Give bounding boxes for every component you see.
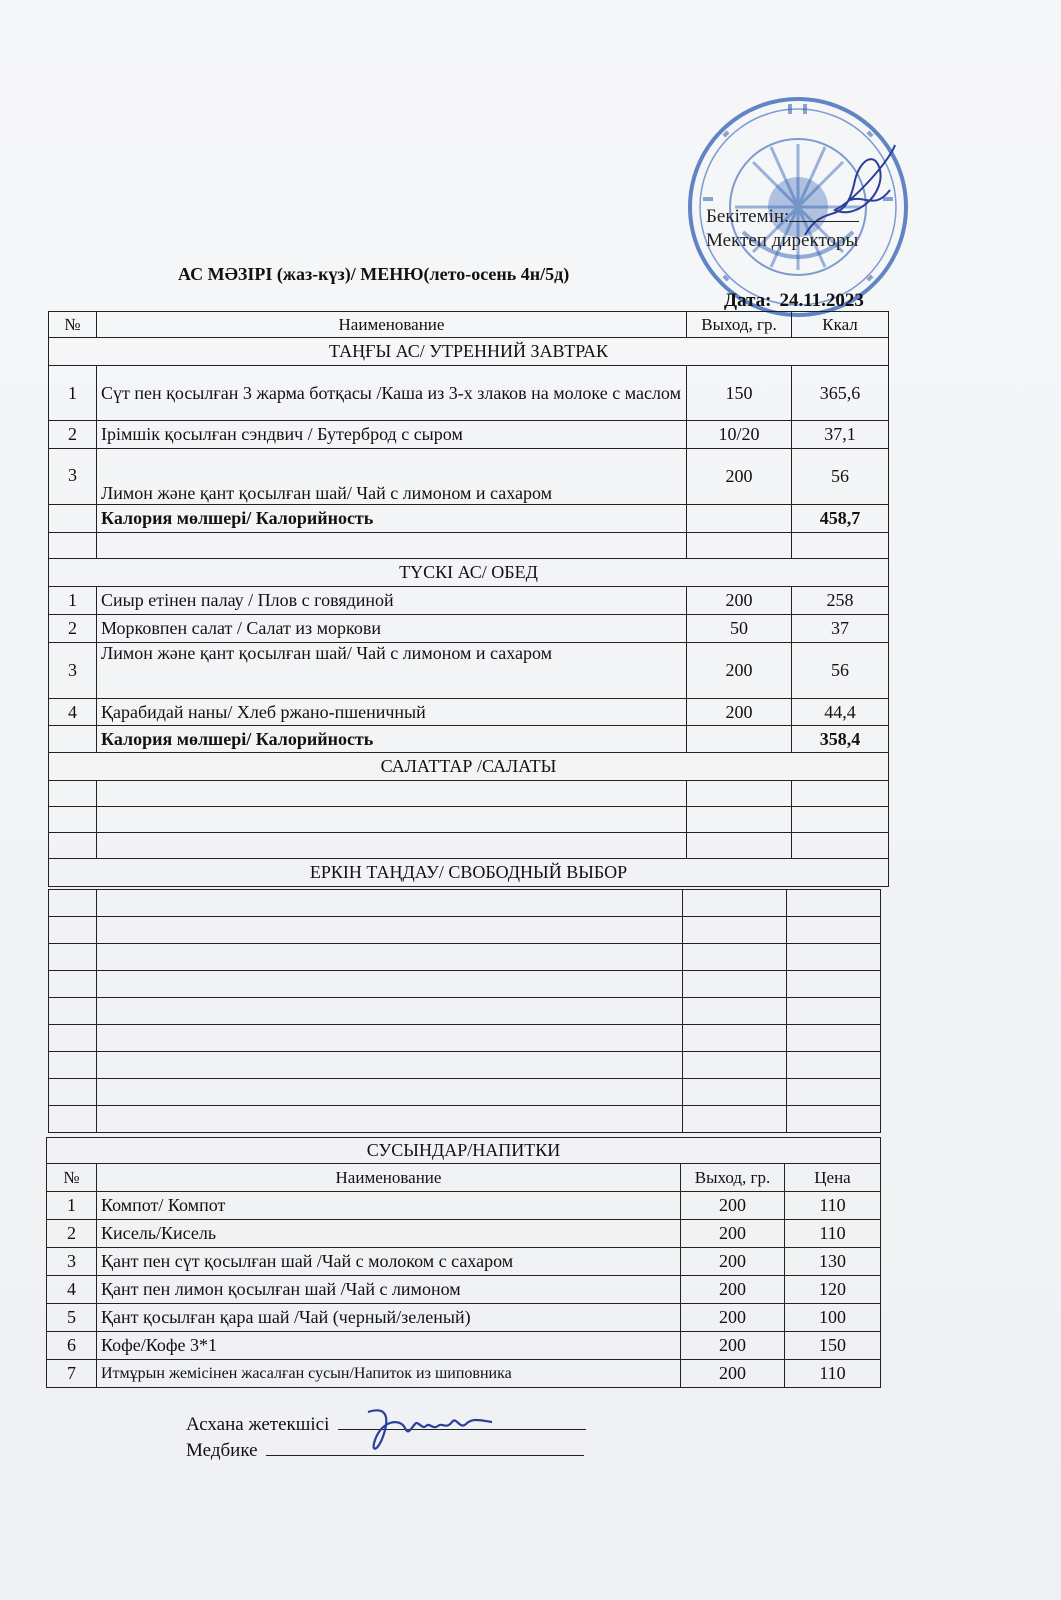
empty-row [49, 971, 881, 998]
row-output: 200 [681, 1220, 785, 1248]
row-price: 130 [785, 1248, 881, 1276]
section-row [49, 859, 889, 887]
row-price: 150 [785, 1332, 881, 1360]
total-label: Калория мөлшері/ Калорийность [97, 505, 687, 533]
row-output: 200 [681, 1332, 785, 1360]
empty-row [49, 781, 889, 807]
date-value: 24.11.2023 [779, 290, 864, 311]
section-lunch: ТҮСКІ АС/ ОБЕД [49, 559, 889, 587]
page-title: АС МӘЗІРІ (жаз-күз)/ МЕНЮ(лето-осень 4н/5д) [178, 264, 570, 284]
section-row [49, 338, 889, 366]
table-row [49, 587, 889, 615]
table-row [47, 1248, 881, 1276]
row-output: 200 [681, 1192, 785, 1220]
drinks-header-row [47, 1164, 881, 1192]
total-label: Калория мөлшері/ Калорийность [97, 726, 687, 753]
section-breakfast: ТАҢҒЫ АС/ УТРЕННИЙ ЗАВТРАК [49, 338, 889, 366]
row-name: Сүт пен қосылған 3 жарма ботқасы /Каша из 3-х злаков на молоке с маслом [97, 366, 687, 421]
section-drinks: СУСЫНДАР/НАПИТКИ [47, 1138, 881, 1164]
row-kcal: 365,6 [792, 366, 889, 421]
section-row [47, 1138, 881, 1164]
section-free-choice: ЕРКІН ТАҢДАУ/ СВОБОДНЫЙ ВЫБОР [49, 859, 889, 887]
row-name: Қарабидай наны/ Хлеб ржано-пшеничный [97, 699, 687, 726]
row-output: 150 [687, 366, 792, 421]
drinks-table [46, 1137, 881, 1388]
table-row [49, 699, 889, 726]
row-kcal: 258 [792, 587, 889, 615]
row-no: 2 [47, 1220, 97, 1248]
row-no: 6 [47, 1332, 97, 1360]
header-name: Наименование [97, 1164, 681, 1192]
empty-row [49, 807, 889, 833]
table-row [49, 449, 889, 505]
free-choice-table [48, 889, 881, 1133]
row-no: 2 [49, 421, 97, 449]
row-price: 110 [785, 1360, 881, 1388]
total-row [49, 505, 889, 533]
row-no: 1 [47, 1192, 97, 1220]
date-label: Дата: [724, 290, 772, 311]
header-name: Наименование [97, 312, 687, 338]
row-output: 10/20 [687, 421, 792, 449]
empty-row [49, 1079, 881, 1106]
header-kcal: Ккал [792, 312, 889, 338]
row-kcal: 37 [792, 615, 889, 643]
empty-row [49, 833, 889, 859]
nurse-label: Медбике [186, 1440, 258, 1461]
menu-table [48, 311, 889, 887]
row-no: 3 [49, 643, 97, 699]
row-price: 110 [785, 1220, 881, 1248]
row-name: Қант пен сүт қосылған шай /Чай с молоком с сахаром [97, 1248, 681, 1276]
row-name: Лимон және қант қосылған шай/ Чай с лимоном и сахаром [97, 643, 687, 699]
row-output: 200 [687, 449, 792, 505]
empty-row [49, 944, 881, 971]
table-row [47, 1304, 881, 1332]
row-name: Қант қосылған қара шай /Чай (черный/зеленый) [97, 1304, 681, 1332]
row-name: Морковпен салат / Салат из моркови [97, 615, 687, 643]
row-name: Лимон және қант қосылған шай/ Чай с лимоном и сахаром [97, 449, 687, 505]
table-row [47, 1220, 881, 1248]
table-header-row [49, 312, 889, 338]
row-name: Итмұрын жемісінен жасалған сусын/Напиток из шиповника [97, 1360, 681, 1388]
empty-row [49, 533, 889, 559]
table-row [47, 1192, 881, 1220]
table-row [47, 1276, 881, 1304]
header-output: Выход, гр. [687, 312, 792, 338]
section-salads: САЛАТТАР /САЛАТЫ [49, 753, 889, 781]
row-output: 200 [687, 699, 792, 726]
empty-row [49, 1025, 881, 1052]
row-no: 7 [47, 1360, 97, 1388]
row-no: 1 [49, 587, 97, 615]
table-row [47, 1360, 881, 1388]
row-output: 200 [681, 1276, 785, 1304]
empty-row [49, 890, 881, 917]
total-row [49, 726, 889, 753]
section-row [49, 559, 889, 587]
row-kcal: 37,1 [792, 421, 889, 449]
section-row [49, 753, 889, 781]
row-no: 2 [49, 615, 97, 643]
row-no: 3 [49, 449, 97, 505]
row-output: 200 [687, 643, 792, 699]
empty-row [49, 998, 881, 1025]
row-output: 50 [687, 615, 792, 643]
row-kcal: 56 [792, 643, 889, 699]
row-no: 3 [47, 1248, 97, 1276]
row-output: 200 [681, 1248, 785, 1276]
header-output: Выход, гр. [681, 1164, 785, 1192]
empty-row [49, 917, 881, 944]
table-row [47, 1332, 881, 1360]
row-kcal: 56 [792, 449, 889, 505]
approval-block [706, 205, 859, 253]
row-name: Қант пен лимон қосылған шай /Чай с лимоном [97, 1276, 681, 1304]
row-output: 200 [687, 587, 792, 615]
approval-label: Бекітемін: [706, 206, 790, 227]
table-row [49, 421, 889, 449]
row-name: Сиыр етінен палау / Плов с говядиной [97, 587, 687, 615]
header-no: № [47, 1164, 97, 1192]
row-price: 120 [785, 1276, 881, 1304]
date-line [724, 290, 864, 312]
row-price: 110 [785, 1192, 881, 1220]
table-row [49, 615, 889, 643]
row-no: 4 [49, 699, 97, 726]
row-name: Ірімшік қосылған сэндвич / Бутерброд с сыром [97, 421, 687, 449]
header-price: Цена [785, 1164, 881, 1192]
cook-label: Асхана жетекшісі [186, 1414, 330, 1435]
row-output: 200 [681, 1360, 785, 1388]
empty-row [49, 1052, 881, 1079]
row-no: 5 [47, 1304, 97, 1332]
empty-row [49, 1106, 881, 1133]
approval-position: Мектеп директоры [706, 230, 859, 251]
row-no: 1 [49, 366, 97, 421]
row-name: Компот/ Компот [97, 1192, 681, 1220]
cook-signature [360, 1400, 500, 1460]
total-value: 458,7 [792, 505, 889, 533]
total-value: 358,4 [792, 726, 889, 753]
header-no: № [49, 312, 97, 338]
row-output: 200 [681, 1304, 785, 1332]
table-row [49, 643, 889, 699]
row-name: Кисель/Кисель [97, 1220, 681, 1248]
row-kcal: 44,4 [792, 699, 889, 726]
row-name: Кофе/Кофе 3*1 [97, 1332, 681, 1360]
row-price: 100 [785, 1304, 881, 1332]
table-row [49, 366, 889, 421]
row-no: 4 [47, 1276, 97, 1304]
